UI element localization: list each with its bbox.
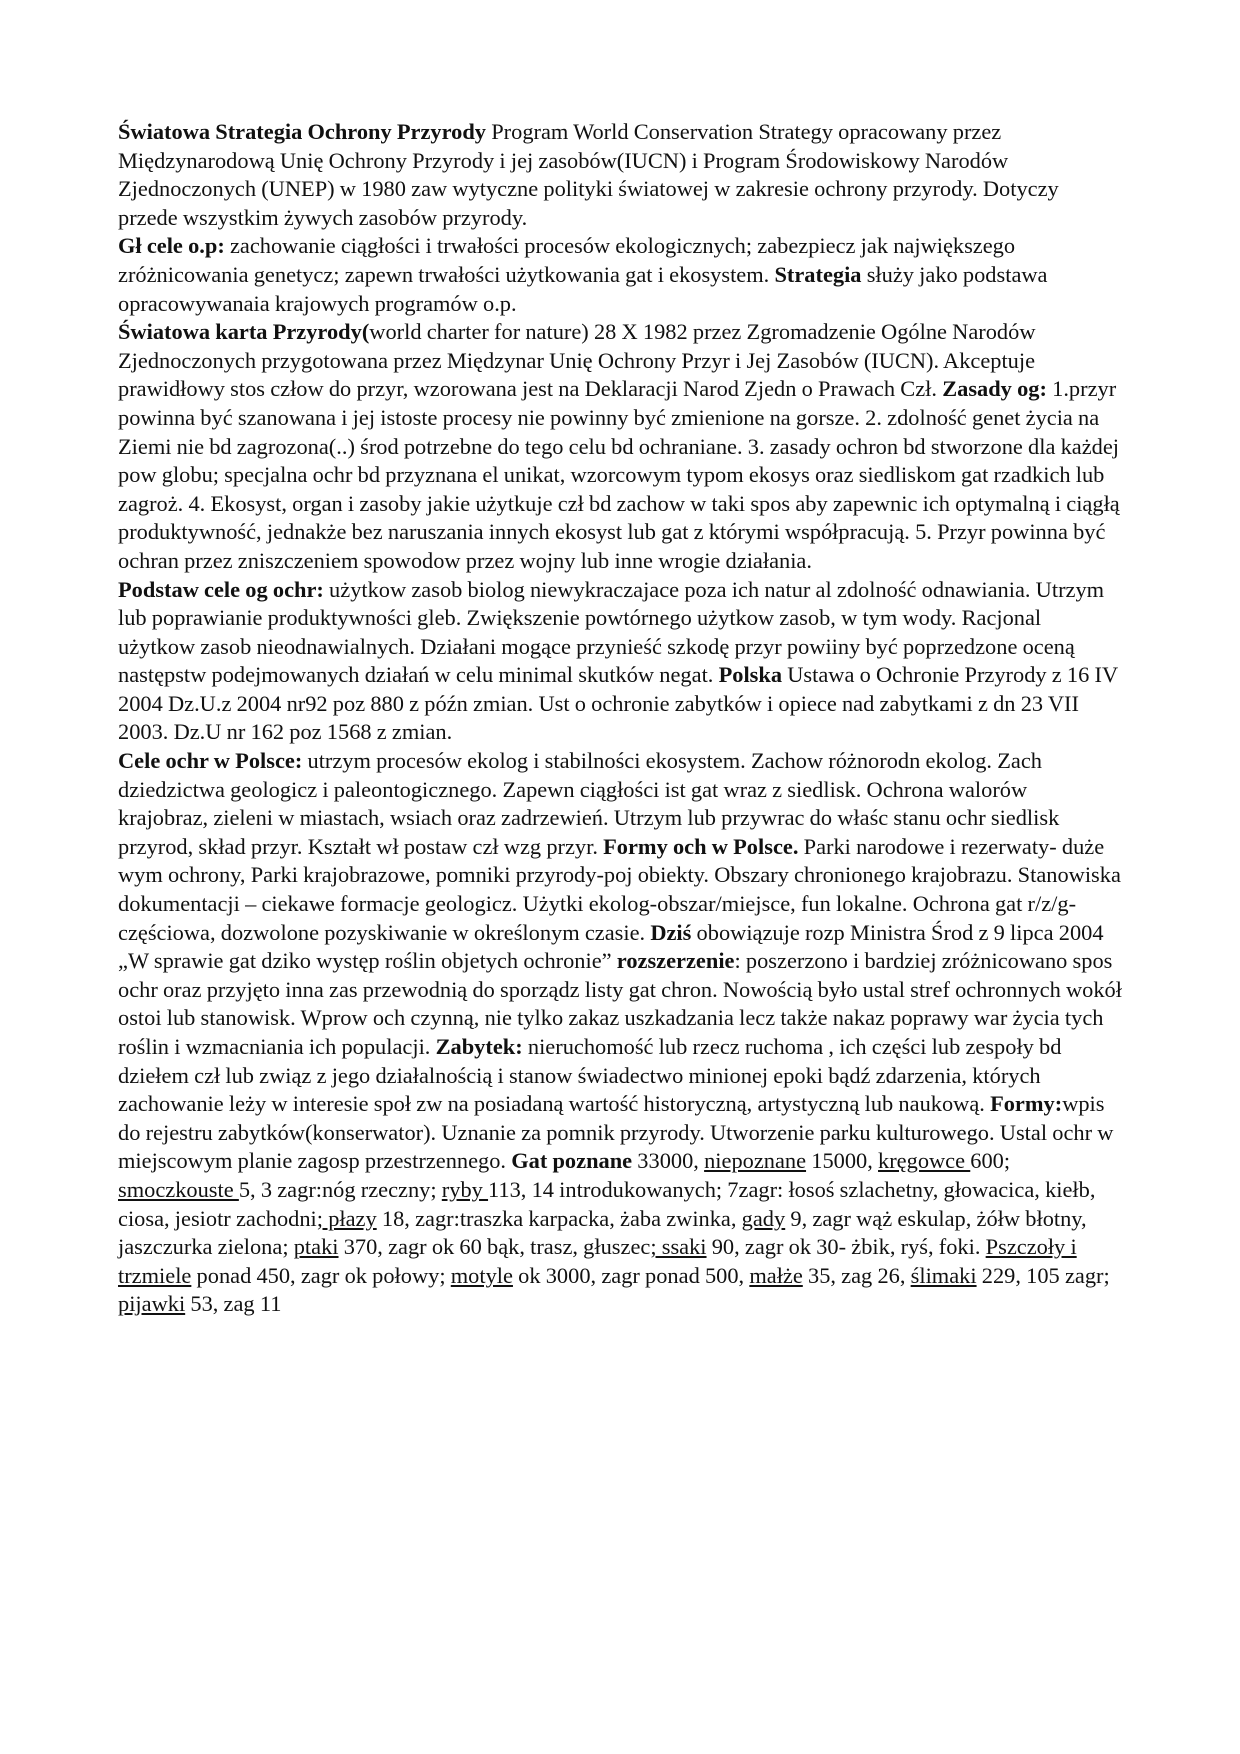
underlined-term: niepoznane <box>704 1148 807 1174</box>
text: Program World Conservation Strategy opracowany przez Międzynarodową Unię Ochrony Przyrody i jej zasobów(IUCN) i Program Środowiskowy Narodów Zjednoczonych (UNEP) w 1980 zaw wytyczne polityki światowej w zakresie ochrony przyrody. Dotyczy przede wszystkim żywych zasobów przyrody. <box>118 119 1059 230</box>
heading-known-species: Gat poznane <box>511 1148 633 1174</box>
text: użytkow zasob biolog niewykraczajace poza ich natur al zdolność odnawiania. Utrzym lub poprawianie produktywności gleb. Zwiększenie powtórnego użytkow zasob, w tym wody. Racjonal użytkow zasob nieodnawialnych. Działani mogące przynieść szkodę przyr powiiny być poprzedzone oceną następstw podejmowanych działań w celu minimal skutków negat. <box>118 576 1105 688</box>
text: 33000, <box>632 1148 705 1174</box>
text: Ustawa o Ochronie Przyrody z 16 IV 2004 Dz.U.z 2004 nr92 poz 880 z późn zmian. Ust o ochronie zabytków i opiece nad zabytkami z dn 23 VII 2003. Dz.U nr 162 poz 1568 z zmian. <box>118 662 1118 745</box>
heading-extension: rozszerzenie <box>616 948 735 974</box>
heading-world-strategy: Światowa Strategia Ochrony Przyrody <box>118 119 487 144</box>
heading-poland: Polska <box>718 662 783 688</box>
text: 9, zagr wąż eskulap, żółw błotny, jaszczurka zielona; <box>118 1205 1087 1260</box>
text: : poszerzono i bardziej zróżnicowano spos ochr oraz przyjęto inna zas przewodnią do sporządz listy gat chron. Nowością było ustal stref ochronnych wokół ostoi lub stanowisk. Wprow och czynną, nie tylko zakaz uszkadzania lecz także nakaz poprawy war życia tych roślin i wzmacniania ich populacji. <box>118 948 1122 1059</box>
underlined-term: ślimaki <box>910 1262 977 1288</box>
paragraph-basic-goals <box>118 576 1122 748</box>
paragraph-world-strategy <box>118 118 1122 232</box>
text: 600; <box>970 1148 1011 1174</box>
underlined-term: ; ssaki <box>650 1234 707 1260</box>
underlined-term: smoczkouste <box>118 1176 239 1202</box>
underlined-term: gady <box>741 1205 786 1231</box>
text: 15000, <box>806 1148 879 1174</box>
underlined-term: pijawki <box>118 1291 186 1317</box>
underlined-term: Pszczoły i trzmiele <box>118 1234 1077 1288</box>
underlined-term: motyle <box>450 1262 513 1288</box>
text: nieruchomość lub rzecz ruchoma , ich części lub zespoły bd dziełem czł lub związ z jego działalnością i stanow świadectwo minionej epoki bądź zdarzenia, których zachowanie leży w interesie społ zw na posiadaną wartość historyczną, artystyczną lub naukową. <box>118 1034 1062 1117</box>
heading-goals-poland: Cele ochr w Polsce: <box>118 748 303 774</box>
heading-forms: Formy: <box>990 1091 1063 1117</box>
text: 18, zagr:traszka karpacka, żaba zwinka, <box>376 1205 742 1231</box>
paragraph-goals-poland <box>118 747 1122 1319</box>
paragraph-main-goals <box>118 232 1122 318</box>
text: służy jako podstawa opracowywanaia krajowych programów o.p. <box>118 261 1048 316</box>
heading-general-rules: Zasady og: <box>942 376 1047 402</box>
text: 229, 105 zagr; <box>976 1262 1110 1288</box>
heading-main-goals: Gł cele o.p: <box>118 233 225 259</box>
text: ok 3000, zagr ponad 500, <box>512 1262 750 1288</box>
underlined-term: ryby <box>441 1176 489 1202</box>
heading-monument: Zabytek: <box>435 1034 523 1059</box>
underlined-term: ; płazy <box>316 1205 377 1231</box>
text: zachowanie ciągłości i trwałości procesów ekologicznych; zabezpiecz jak największego zróżnicowania genetycz; zapewn trwałości użytkowania gat i ekosystem. <box>118 233 1016 287</box>
underlined-term: kręgowce <box>878 1148 971 1174</box>
text: 53, zag 11 <box>185 1291 282 1317</box>
text: ponad 450, zagr ok połowy; <box>191 1262 451 1288</box>
text: obowiązuje rozp Ministra Środ z 9 lipca 2004 „W sprawie gat dziko występ roślin objetych ochronie” <box>118 919 1104 974</box>
heading-today: Dziś <box>650 919 692 945</box>
paragraph-world-charter <box>118 318 1122 575</box>
text: 90, zagr ok 30- żbik, ryś, foki. <box>706 1234 986 1260</box>
document-body <box>118 118 1122 1319</box>
text: 1.przyr powinna być szanowana i jej istoste procesy nie powinny być zmienione na gorsze. 2. zdolność genet życia na Ziemi nie bd zagrozona(..) środ potrzebne do tego celu bd ochraniane. 3. zasady ochron bd stworzone dla każdej pow globu; specjalna ochr bd przyznana el unikat, wzorcowym typom ekosys oraz siedliskom gat rzadkich lub zagroż. 4. Ekosyst, organ i zasoby jakie użytkuje czł bd zachow w taki spos aby zapewnic ich optymalną i ciągłą produktywność, jednakże bez naruszania innych ekosyst lub gat z którymi współpracują. 5. Przyr powinna być ochran przez zniszczeniem spowodow przez wojny lub inne wrogie działania. <box>118 376 1120 573</box>
text: utrzym procesów ekolog i stabilności ekosystem. Zachow różnorodn ekolog. Zach dziedzictwa geologicz i paleontogicznego. Zapewn ciągłości ist gat wraz z siedlisk. Ochrona walorów krajobraz, zieleni w miastach, wsiach oraz zadrzewień. Utrzym lub przywrac do właśc stanu ochr siedlisk przyrod, skład przyr. Kształt wł postaw czł wzg przyr. <box>118 748 1060 859</box>
heading-world-charter: Światowa karta Przyrody( <box>118 319 370 345</box>
text: wpis do rejestru zabytków(konserwator). Uznanie za pomnik przyrody. Utworzenie parku kulturowego. Ustal ochr w miejscowym planie zagosp przestrzennego. <box>118 1091 1114 1174</box>
underlined-term: ptaki <box>293 1234 339 1260</box>
text: 5, 3 zagr:nóg rzeczny; <box>238 1176 442 1202</box>
text: world charter for nature) 28 X 1982 przez Zgromadzenie Ogólne Narodów Zjednoczonych przygotowana przez Międzynar Unię Ochrony Przyr i Jej Zasobów (IUCN). Akceptuje prawidłowy stos człow do przyr, wzorowana jest na Deklaracji Narod Zjedn o Prawach Czł. <box>118 319 1036 402</box>
heading-forms-poland: Formy och w Polsce. <box>603 833 799 859</box>
text: 113, 14 introdukowanych; 7zagr: łosoś szlachetny, głowacica, kiełb, ciosa, jesiotr zachodni <box>118 1176 1096 1231</box>
text: 370, zagr ok 60 bąk, trasz, głuszec <box>338 1234 651 1260</box>
heading-strategy: Strategia <box>774 261 862 287</box>
heading-basic-goals: Podstaw cele og ochr: <box>118 576 324 602</box>
underlined-term: małże <box>749 1262 803 1288</box>
text: Parki narodowe i rezerwaty- duże wym ochrony, Parki krajobrazowe, pomniki przyrody-poj obiekty. Obszary chronionego krajobrazu. Stanowiska dokumentacji – ciekawe formacje geologicz. Użytki ekolog-obszar/miejsce, fun lokalne. Ochrona gat r/z/g-częściowa, dozwolone pozyskiwanie w określonym czasie. <box>118 833 1121 945</box>
text: 35, zag 26, <box>802 1262 911 1288</box>
